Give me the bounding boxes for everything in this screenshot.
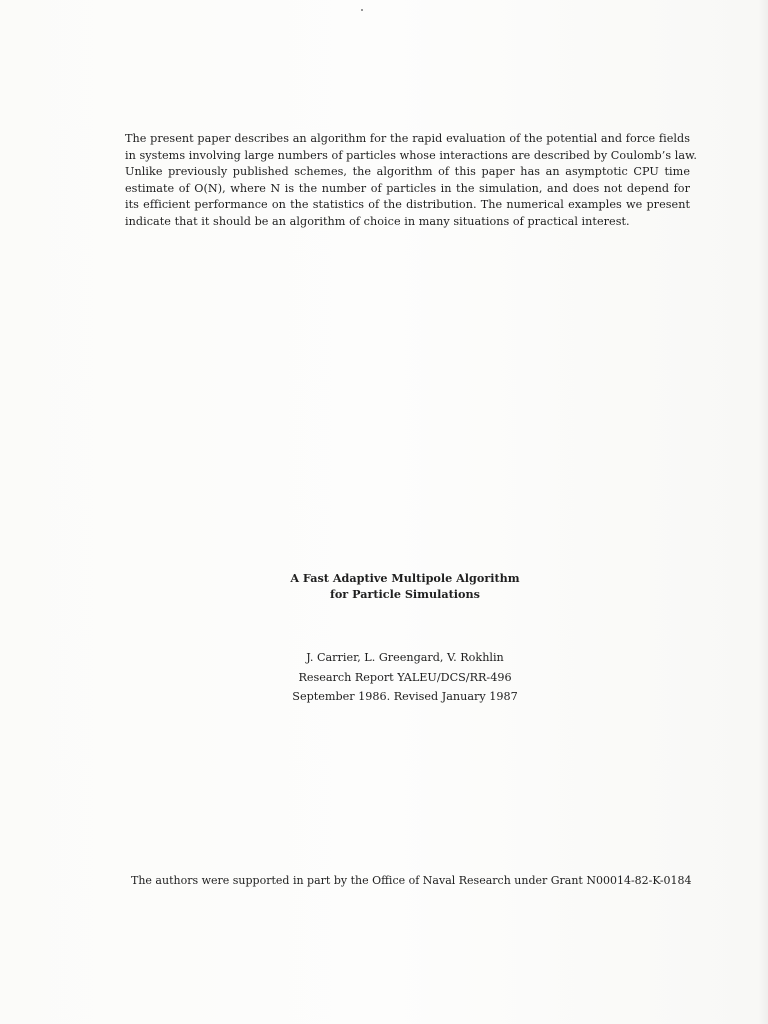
- scan-speck: [361, 9, 363, 11]
- page-edge-shadow: [758, 0, 768, 1024]
- abstract-line-6: indicate that it should be an algorithm of choice in many situations of practical interest.: [125, 214, 630, 228]
- funding-acknowledgment: The authors were supported in part by the Office of Naval Research under Grant N00014-82-K-0184: [131, 874, 692, 887]
- paper-title-line-2: for Particle Simulations: [330, 587, 480, 601]
- author-list: J. Carrier, L. Greengard, V. Rokhlin: [306, 651, 504, 664]
- paper-metadata: [250, 648, 560, 707]
- abstract: [125, 131, 697, 230]
- abstract-line-5: its efficient performance on the statistics of the distribution. The numerical examples we present: [125, 198, 690, 211]
- abstract-line-2: in systems involving large numbers of particles whose interactions are described by Coulomb’s law.: [125, 148, 697, 162]
- paper-title: [250, 570, 560, 602]
- publication-date: September 1986. Revised January 1987: [292, 690, 518, 703]
- report-number: Research Report YALEU/DCS/RR-496: [298, 670, 512, 684]
- paper-title-line-1: A Fast Adaptive Multipole Algorithm: [290, 571, 520, 585]
- abstract-line-4: estimate of O(N), where N is the number of particles in the simulation, and does not depend for: [125, 181, 690, 195]
- abstract-line-1: The present paper describes an algorithm for the rapid evaluation of the potential and force fields: [125, 132, 690, 145]
- abstract-line-3: Unlike previously published schemes, the algorithm of this paper has an asymptotic CPU time: [125, 165, 690, 178]
